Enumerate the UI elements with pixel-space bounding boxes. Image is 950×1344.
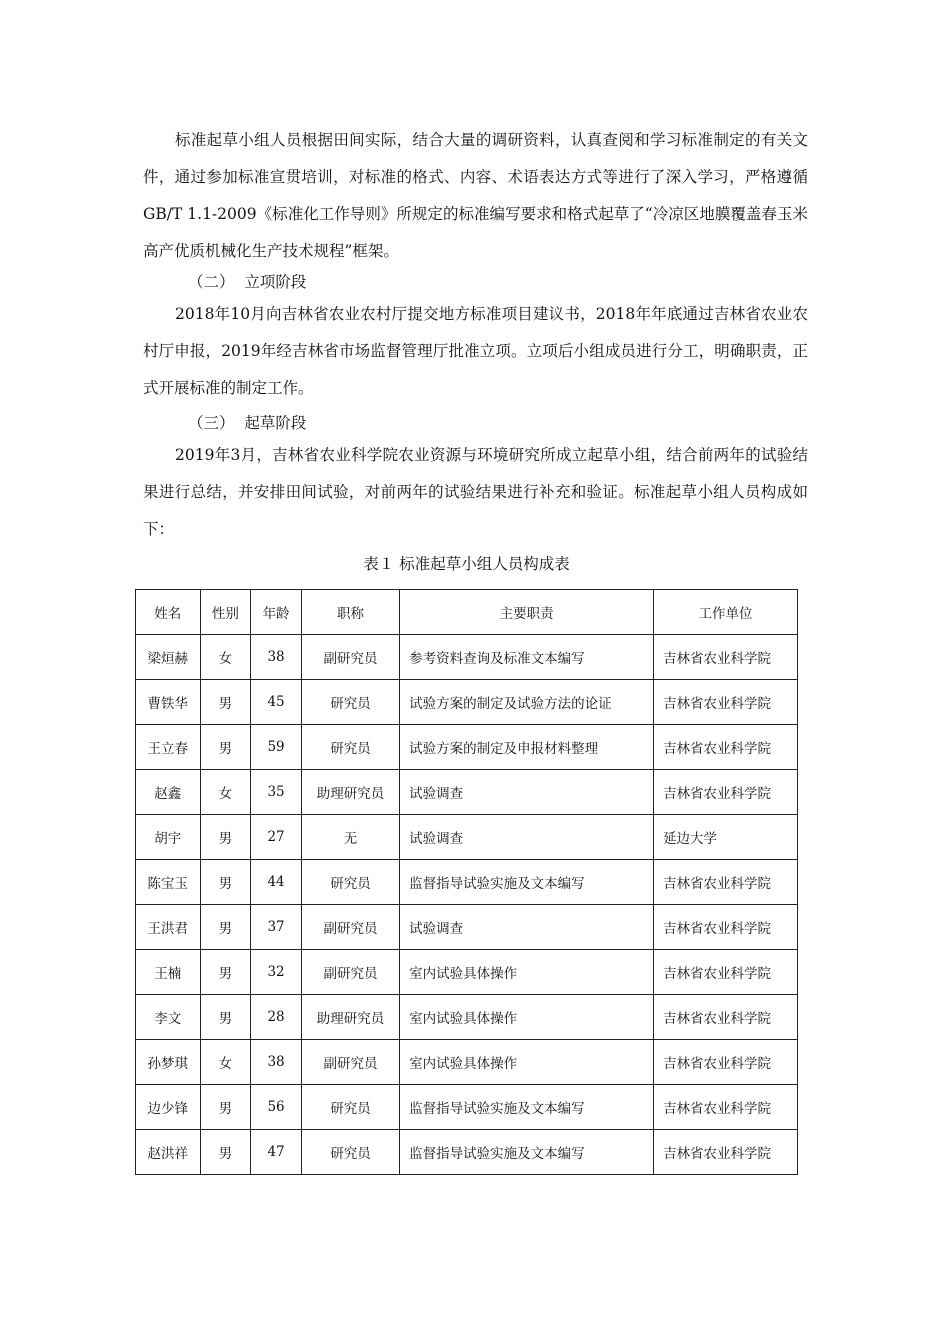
cell-gender: 女 <box>200 770 251 815</box>
cell-unit: 吉林省农业科学院 <box>654 1040 798 1085</box>
cell-unit: 延边大学 <box>654 815 798 860</box>
cell-age: 37 <box>251 905 302 950</box>
cell-unit: 吉林省农业科学院 <box>654 905 798 950</box>
cell-unit: 吉林省农业科学院 <box>654 725 798 770</box>
cell-name: 王立春 <box>136 725 201 770</box>
cell-age: 38 <box>251 635 302 680</box>
cell-gender: 女 <box>200 1040 251 1085</box>
cell-gender: 男 <box>200 1085 251 1130</box>
cell-duty: 试验调查 <box>400 815 654 860</box>
table-row <box>136 1085 798 1130</box>
cell-duty: 室内试验具体操作 <box>400 950 654 995</box>
paragraph-drafting-stage: 2019年3月，吉林省农业科学院农业资源与环境研究所成立起草小组，结合前两年的试验结果进行总结，并安排田间试验，对前两年的试验结果进行补充和验证。标准起草小组人员构成如下： <box>143 446 808 538</box>
cell-duty: 室内试验具体操作 <box>400 995 654 1040</box>
cell-duty: 试验方案的制定及试验方法的论证 <box>400 680 654 725</box>
cell-gender: 男 <box>200 860 251 905</box>
table-row <box>136 995 798 1040</box>
cell-title: 副研究员 <box>301 950 399 995</box>
table-row <box>136 1040 798 1085</box>
cell-title: 研究员 <box>301 860 399 905</box>
cell-duty: 试验方案的制定及申报材料整理 <box>400 725 654 770</box>
cell-unit: 吉林省农业科学院 <box>654 770 798 815</box>
cell-name: 曹铁华 <box>136 680 201 725</box>
cell-gender: 男 <box>200 815 251 860</box>
header-gender: 性别 <box>200 590 251 635</box>
cell-title: 无 <box>301 815 399 860</box>
cell-name: 赵鑫 <box>136 770 201 815</box>
cell-unit: 吉林省农业科学院 <box>654 995 798 1040</box>
cell-age: 44 <box>251 860 302 905</box>
header-duty: 主要职责 <box>400 590 654 635</box>
cell-name: 王楠 <box>136 950 201 995</box>
table-row <box>136 635 798 680</box>
table-row <box>136 950 798 995</box>
header-name: 姓名 <box>136 590 201 635</box>
cell-name: 边少锋 <box>136 1085 201 1130</box>
cell-age: 38 <box>251 1040 302 1085</box>
header-title: 职称 <box>301 590 399 635</box>
table-caption: 表１ 标准起草小组人员构成表 <box>363 555 570 573</box>
cell-title: 研究员 <box>301 725 399 770</box>
cell-age: 47 <box>251 1130 302 1175</box>
cell-duty: 室内试验具体操作 <box>400 1040 654 1085</box>
cell-gender: 男 <box>200 950 251 995</box>
cell-title: 副研究员 <box>301 635 399 680</box>
cell-name: 孙梦琪 <box>136 1040 201 1085</box>
cell-age: 59 <box>251 725 302 770</box>
cell-gender: 男 <box>200 1130 251 1175</box>
cell-duty: 试验调查 <box>400 770 654 815</box>
cell-title: 研究员 <box>301 1130 399 1175</box>
table-row <box>136 1130 798 1175</box>
cell-unit: 吉林省农业科学院 <box>654 950 798 995</box>
cell-duty: 监督指导试验实施及文本编写 <box>400 860 654 905</box>
cell-age: 56 <box>251 1085 302 1130</box>
table-row <box>136 905 798 950</box>
cell-name: 李文 <box>136 995 201 1040</box>
cell-age: 35 <box>251 770 302 815</box>
cell-duty: 参考资料查询及标准文本编写 <box>400 635 654 680</box>
cell-title: 副研究员 <box>301 1040 399 1085</box>
cell-duty: 监督指导试验实施及文本编写 <box>400 1130 654 1175</box>
staff-table <box>135 589 798 1175</box>
cell-gender: 男 <box>200 725 251 770</box>
table-row <box>136 725 798 770</box>
table-row <box>136 815 798 860</box>
table-row <box>136 770 798 815</box>
cell-name: 赵洪祥 <box>136 1130 201 1175</box>
cell-title: 助理研究员 <box>301 995 399 1040</box>
cell-age: 32 <box>251 950 302 995</box>
section-heading-drafting: （三） 起草阶段 <box>188 414 307 432</box>
cell-unit: 吉林省农业科学院 <box>654 1130 798 1175</box>
cell-age: 45 <box>251 680 302 725</box>
cell-duty: 试验调查 <box>400 905 654 950</box>
table-row <box>136 680 798 725</box>
cell-gender: 男 <box>200 995 251 1040</box>
cell-gender: 女 <box>200 635 251 680</box>
cell-unit: 吉林省农业科学院 <box>654 680 798 725</box>
cell-unit: 吉林省农业科学院 <box>654 635 798 680</box>
section-heading-project-approval: （二） 立项阶段 <box>188 273 307 291</box>
cell-duty: 监督指导试验实施及文本编写 <box>400 1085 654 1130</box>
header-age: 年龄 <box>251 590 302 635</box>
paragraph-project-approval: 2018年10月向吉林省农业农村厅提交地方标准项目建议书，2018年年底通过吉林省农业农村厅申报，2019年经吉林省市场监督管理厅批准立项。立项后小组成员进行分工，明确职责，正式开展标准的制定工作。 <box>143 305 808 397</box>
cell-title: 副研究员 <box>301 905 399 950</box>
cell-age: 28 <box>251 995 302 1040</box>
cell-name: 胡宇 <box>136 815 201 860</box>
cell-name: 王洪君 <box>136 905 201 950</box>
cell-unit: 吉林省农业科学院 <box>654 860 798 905</box>
paragraph-drafting-group: 标准起草小组人员根据田间实际，结合大量的调研资料，认真查阅和学习标准制定的有关文件，通过参加标准宣贯培训，对标准的格式、内容、术语表达方式等进行了深入学习，严格遵循GB/T 1.1-2009《标准化工作导则》所规定的标准编写要求和格式起草了“冷凉区地膜覆盖春玉米高产优质机械化生产技术规程”框架。 <box>143 131 808 260</box>
cell-gender: 男 <box>200 680 251 725</box>
table-row <box>136 860 798 905</box>
cell-unit: 吉林省农业科学院 <box>654 1085 798 1130</box>
cell-title: 助理研究员 <box>301 770 399 815</box>
cell-gender: 男 <box>200 905 251 950</box>
cell-name: 梁烜赫 <box>136 635 201 680</box>
cell-age: 27 <box>251 815 302 860</box>
cell-title: 研究员 <box>301 1085 399 1130</box>
cell-title: 研究员 <box>301 680 399 725</box>
header-unit: 工作单位 <box>654 590 798 635</box>
cell-name: 陈宝玉 <box>136 860 201 905</box>
table-header-row <box>136 590 798 635</box>
